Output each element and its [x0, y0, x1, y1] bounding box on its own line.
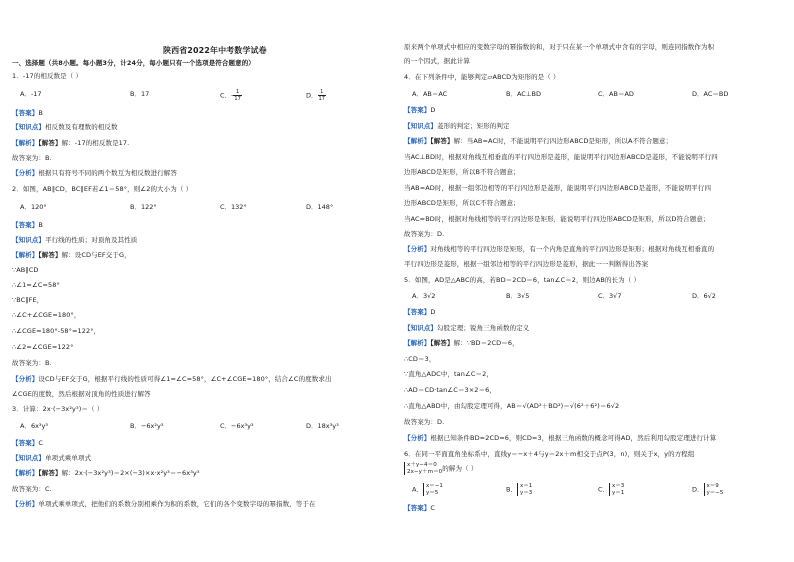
q1-solution: 【解析】【解答】解：-17的相反数是17. [12, 139, 130, 147]
q1-option-a: A．-17 [20, 90, 42, 98]
q3-analysis: 【分析】单项式乘单项式，把他们的系数分别相乘作为积的系数，它们的各个变数字母的幂指数，等于在 [12, 500, 316, 508]
q4-option-d: D．AC＝BD [692, 90, 729, 98]
q3-conclusion: 故答案为：C. [12, 485, 52, 493]
q5-knowledge: 【知识点】勾股定理；锐角三角函数的定义 [404, 324, 530, 332]
q5-analysis: 【分析】根据已知条件BD=2CD=6，则CD=3，根据三角函数的概念可得AD，然后利用勾股定理进行计算 [404, 434, 717, 442]
q2-option-c: C．132° [220, 203, 247, 211]
q4-option-a: A．AB＝AC [412, 90, 448, 98]
q2-option-b: B．122° [130, 203, 157, 211]
q5-option-d: D．6√2 [692, 292, 716, 300]
q5-answer: 【答案】D [404, 308, 436, 316]
q2-analysis-2: ∠CGE的度数，然后根据对顶角的性质进行解答 [12, 390, 151, 398]
q1-answer: 【答案】B [12, 109, 43, 117]
q2-knowledge: 【知识点】平行线的性质；对顶角及其性质 [12, 236, 138, 244]
q5-solution-3: ∵直角△ADC中，tan∠C＝2， [404, 370, 493, 378]
q5-solution-6: 故答案为：D. [404, 418, 445, 426]
q1-option-d: D． $\frac{1}{17}$ [306, 89, 325, 102]
q2-solution-1: 【解析】【解答】解：设CD与EF交于G， [12, 251, 131, 259]
q6-equation-system: x＋y−4＝0 2x−y＋m＝0 的解为（ ） [404, 462, 477, 475]
q6-option-c: C． x＝3 y＝1 [598, 483, 625, 496]
q6-option-d: D． x＝9 y＝−5 [692, 483, 724, 496]
q1-stem: 1．-17的相反数是（ ） [12, 72, 83, 80]
q2-solution-5: ∴∠C+∠CGE=180°， [12, 311, 81, 319]
q1-conclusion: 故答案为：B. [12, 154, 52, 162]
q3-answer: 【答案】C [12, 439, 44, 447]
q1-option-c: C．- $\frac{1}{17}$ [220, 89, 241, 102]
q4-stem: 4．在下列条件中，能够判定▱ABCD为矩形的是（ ） [404, 73, 560, 81]
q1-option-b: B．17 [130, 90, 150, 98]
q5-option-a: A．3√2 [412, 292, 436, 300]
q2-solution-8: 故答案为：B. [12, 359, 52, 367]
q6-answer: 【答案】C [404, 504, 436, 512]
q3-option-b: B．−6x²y³ [130, 422, 164, 430]
q2-solution-3: ∴∠1=∠C=58° [12, 281, 60, 289]
q6-option-a: A． x＝−1 y＝5 [412, 483, 443, 496]
q4-solution-4: 当AB=AD时，根据一组邻边相等的平行四边形是菱形，能说明平行四边形ABCD是菱形，不能说明平行四 [404, 184, 712, 192]
q2-solution-4: ∵BC∥FE， [12, 296, 44, 304]
q4-option-b: B．AC⊥BD [506, 90, 541, 98]
q3-knowledge: 【知识点】单项式乘单项式 [12, 454, 92, 462]
q4-analysis: 【分析】对角线相等的平行四边形是矩形，有一个内角是直角的平行四边形是矩形；根据对角线互相垂直的 [404, 245, 715, 253]
q3-solution: 【解析】【解答】解：2x·(−3x²y³)＝2×(−3)×x·x²y³＝−6x³y³ [12, 469, 200, 477]
q4-option-c: C．AB＝AD [598, 90, 634, 98]
q4-solution-1: 【解析】【解答】解：当AB=AC时，不能说明平行四边形ABCD是矩形，所以A不符合题意； [404, 137, 673, 145]
q6-option-b: B． x＝1 y＝3 [506, 483, 533, 496]
q3-stem: 3．计算：2x·(−3x²y³)＝（ ） [12, 405, 104, 413]
q4-solution-3: 边形ABCD是矩形，所以B不符合题意； [404, 168, 520, 176]
carry-line-1: 原来两个单项式中相应的变数字母的幂指数的和，对于只在某一个单项式中含有的字母，则连同指数作为积 [404, 43, 715, 51]
q3-option-c: C．−6x³y³ [220, 422, 254, 430]
q4-answer: 【答案】D [404, 106, 436, 114]
q4-solution-6: 当AC=BD时，根据对角线相等的平行四边形是矩形，能说明平行四边形ABCD是矩形，所以D符合题意； [404, 215, 710, 223]
q2-stem: 2．如图，AB∥CD，BC∥EF若∠1＝58°，则∠2的大小为（ ） [12, 185, 193, 193]
exam-title: 陕西省2022年中考数学试卷 [163, 46, 267, 55]
q5-solution-5: ∴直角△ABD中，由勾股定理可得，AB＝√(AD²＋BD²)＝√(6²＋6²)＝6√2 [404, 402, 620, 410]
q6-stem: 6．在同一平面直角坐标系中，直线y＝−x＋4与y＝2x＋m相交于点P(3，n)，则关于x，y的方程组 [404, 450, 695, 458]
section-heading: 一、选择题（共8小题。每小题3分，计24分，每小题只有一个选项是符合题意的） [12, 59, 255, 67]
q2-analysis: 【分析】设CD与EF交于G，根据平行线的性质可得∠1=∠C=58°，∠C+∠CGE=180°，结合∠C的度数求出 [12, 375, 332, 383]
q4-analysis-2: 平行四边形是菱形，根据一组邻边相等的平行四边形是菱形，据此一一判断得出答案 [404, 260, 649, 268]
q4-solution-5: 边形ABCD是矩形，所以C不符合题意； [404, 199, 520, 207]
carry-line-2: 的一个因式，据此计算 [404, 57, 470, 65]
q4-knowledge: 【知识点】菱形的判定；矩形的判定 [404, 122, 510, 130]
q4-solution-7: 故答案为：D. [404, 230, 445, 238]
q4-solution-2: 当AC⊥BD时，根据对角线互相垂直的平行四边形是菱形，能说明平行四边形ABCD是菱形，不能说明平行四 [404, 153, 718, 161]
q2-answer: 【答案】B [12, 221, 43, 229]
q3-option-a: A．6x³y³ [20, 422, 48, 430]
q3-option-d: D．18x³y³ [306, 422, 339, 430]
q5-stem: 5．如图，AD是△ABC的高，若BD＝2CD＝6，tan∠C＝2，则边AB的长为（ ） [404, 276, 641, 284]
q5-solution-4: ∴AD＝CD·tan∠C＝3×2＝6， [404, 386, 496, 394]
q5-option-b: B．3√5 [506, 292, 530, 300]
q2-option-d: D．148° [306, 203, 334, 211]
q1-knowledge: 【知识点】相反数及有理数的相反数 [12, 123, 118, 131]
q2-solution-6: ∴∠CGE=180°-58°=122°， [12, 327, 101, 335]
q2-solution-2: ∵AB∥CD [12, 266, 39, 274]
q2-option-a: A．120° [20, 203, 47, 211]
q1-analysis: 【分析】根据只有符号不同的两个数互为相反数进行解答 [12, 169, 178, 177]
q5-option-c: C．3√7 [598, 292, 622, 300]
q2-solution-7: ∴∠2=∠CGE=122° [12, 343, 74, 351]
q5-solution-1: 【解析】【解答】解：∵BD＝2CD＝6， [404, 339, 519, 347]
q5-solution-2: ∴CD＝3， [404, 355, 436, 363]
